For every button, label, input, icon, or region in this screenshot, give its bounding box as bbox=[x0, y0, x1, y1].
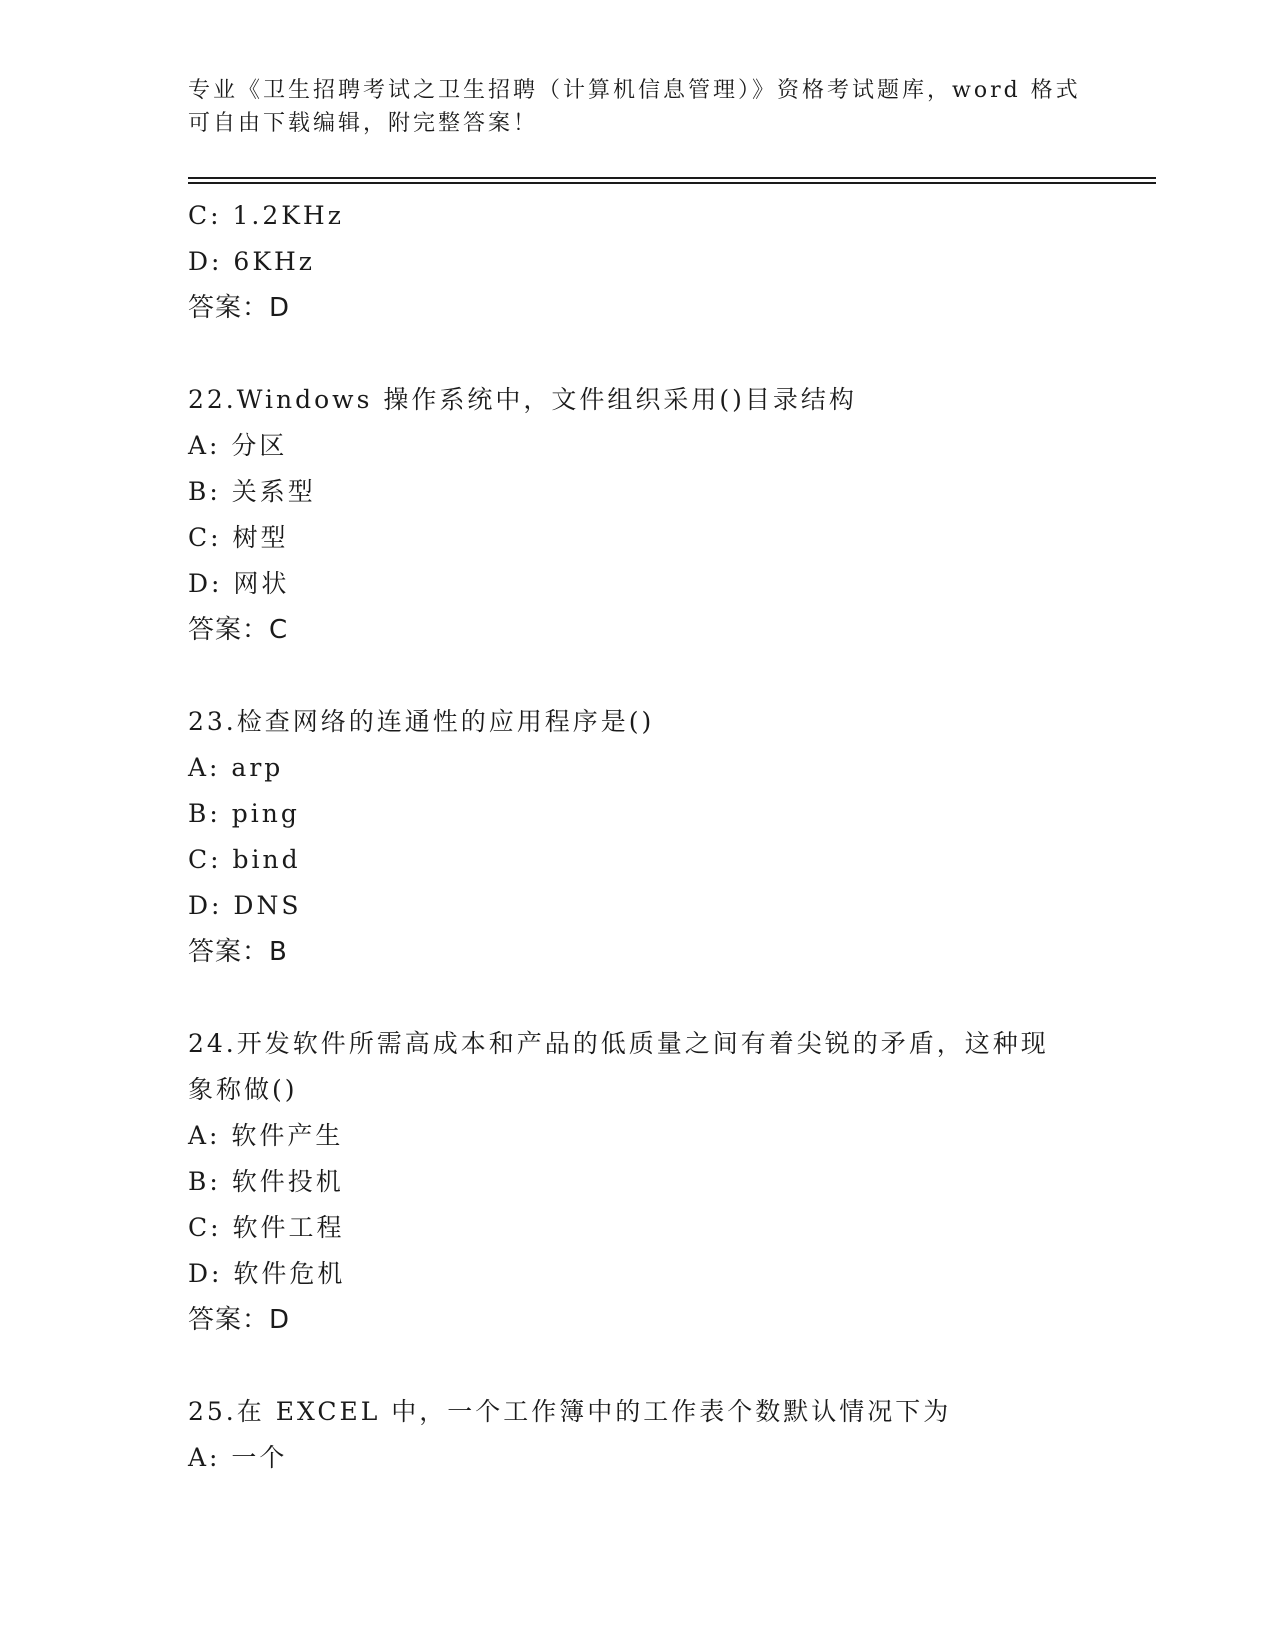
header-rule-bottom bbox=[188, 182, 1156, 184]
spacer bbox=[188, 331, 1088, 377]
option-a: A: 分区 bbox=[188, 431, 288, 460]
header-line-1: 专业《卫生招聘考试之卫生招聘（计算机信息管理）》资格考试题库，word 格式 bbox=[188, 78, 1081, 103]
question-block bbox=[188, 377, 1088, 653]
option-b: B: 软件投机 bbox=[188, 1167, 344, 1196]
question-text: 22.Windows 操作系统中，文件组织采用()目录结构 bbox=[188, 385, 857, 414]
option-c: C: 软件工程 bbox=[188, 1213, 345, 1242]
option-c: C: bind bbox=[188, 845, 301, 874]
answer-line: 答案：B bbox=[188, 937, 288, 967]
option-a: A: arp bbox=[188, 753, 284, 782]
option-b: B: 关系型 bbox=[188, 477, 316, 506]
option-c: C: 树型 bbox=[188, 523, 289, 552]
spacer bbox=[188, 975, 1088, 1021]
answer-line: 答案：C bbox=[188, 615, 289, 645]
question-text: 23.检查网络的连通性的应用程序是() bbox=[188, 707, 655, 736]
option-b: B: ping bbox=[188, 799, 300, 828]
question-block bbox=[188, 1389, 1088, 1481]
prev-question-block bbox=[188, 193, 1088, 331]
spacer bbox=[188, 653, 1088, 699]
answer-line: 答案：D bbox=[188, 1305, 291, 1335]
option-d: D: 6KHz bbox=[188, 247, 315, 276]
option-a: A: 一个 bbox=[188, 1443, 288, 1472]
option-a: A: 软件产生 bbox=[188, 1121, 344, 1150]
option-c: C: 1.2KHz bbox=[188, 201, 344, 230]
answer-line: 答案：D bbox=[188, 293, 291, 323]
document-header bbox=[188, 74, 1088, 140]
header-line-2: 可自由下载编辑，附完整答案！ bbox=[188, 111, 539, 136]
question-text-line-2: 象称做() bbox=[188, 1075, 298, 1104]
question-list bbox=[188, 193, 1088, 1481]
option-d: D: 软件危机 bbox=[188, 1259, 346, 1288]
option-d: D: DNS bbox=[188, 891, 302, 920]
question-block bbox=[188, 1021, 1088, 1343]
spacer bbox=[188, 1343, 1088, 1389]
question-text: 25.在 EXCEL 中，一个工作簿中的工作表个数默认情况下为 bbox=[188, 1397, 952, 1426]
question-block bbox=[188, 699, 1088, 975]
header-rule-top bbox=[188, 177, 1156, 179]
question-text-line-1: 24.开发软件所需高成本和产品的低质量之间有着尖锐的矛盾，这种现 bbox=[188, 1029, 1049, 1058]
option-d: D: 网状 bbox=[188, 569, 290, 598]
